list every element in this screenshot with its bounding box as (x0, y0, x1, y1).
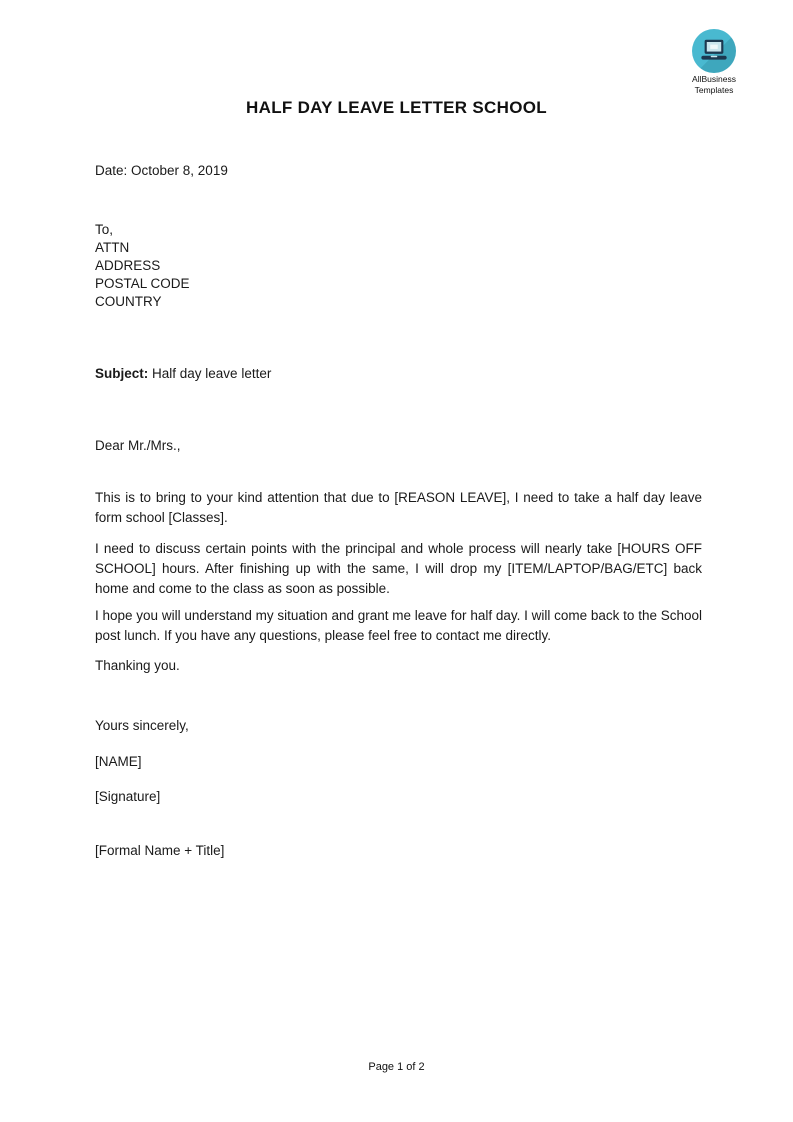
recipient-line: COUNTRY (95, 294, 162, 309)
signature-name-placeholder: [NAME] (95, 754, 142, 769)
subject-text: Half day leave letter (148, 366, 272, 381)
page-number: Page 1 of 2 (368, 1061, 425, 1073)
body-paragraph: This is to bring to your kind attention that due to [REASON LEAVE], I need to take a half day leave form school [Classes]. (95, 490, 702, 525)
recipient-block (95, 221, 702, 311)
closing-line: Yours sincerely, (95, 718, 189, 733)
date-line: Date: October 8, 2019 (95, 163, 228, 178)
body-paragraph: I hope you will understand my situation and grant me leave for half day. I will come back to the School post lunch. If you have any questions, please feel free to contact me directly. (95, 608, 702, 643)
brand-name-line1: AllBusiness (692, 74, 736, 84)
body-paragraph: I need to discuss certain points with the principal and whole process will nearly take [HOURS OFF SCHOOL] hours. After finishing up with the same, I will drop my [ITEM/LAPTOP/BAG/ETC] back home and come to the class as soon as possible. (95, 541, 702, 596)
brand-logo (680, 29, 748, 95)
salutation: Dear Mr./Mrs., (95, 438, 181, 453)
recipient-line: ADDRESS (95, 258, 161, 273)
laptop-icon (692, 29, 736, 73)
body-paragraph: Thanking you. (95, 658, 180, 673)
brand-name-line2: Templates (694, 84, 734, 95)
recipient-line: POSTAL CODE (95, 276, 190, 291)
subject-label: Subject: (95, 366, 149, 381)
signature-formal-title-placeholder: [Formal Name + Title] (95, 843, 225, 858)
subject-line (95, 364, 702, 384)
recipient-line: ATTN (95, 240, 130, 255)
signature-placeholder: [Signature] (95, 789, 161, 804)
recipient-line: To, (95, 222, 114, 237)
page-title: HALF DAY LEAVE LETTER SCHOOL (246, 98, 547, 117)
